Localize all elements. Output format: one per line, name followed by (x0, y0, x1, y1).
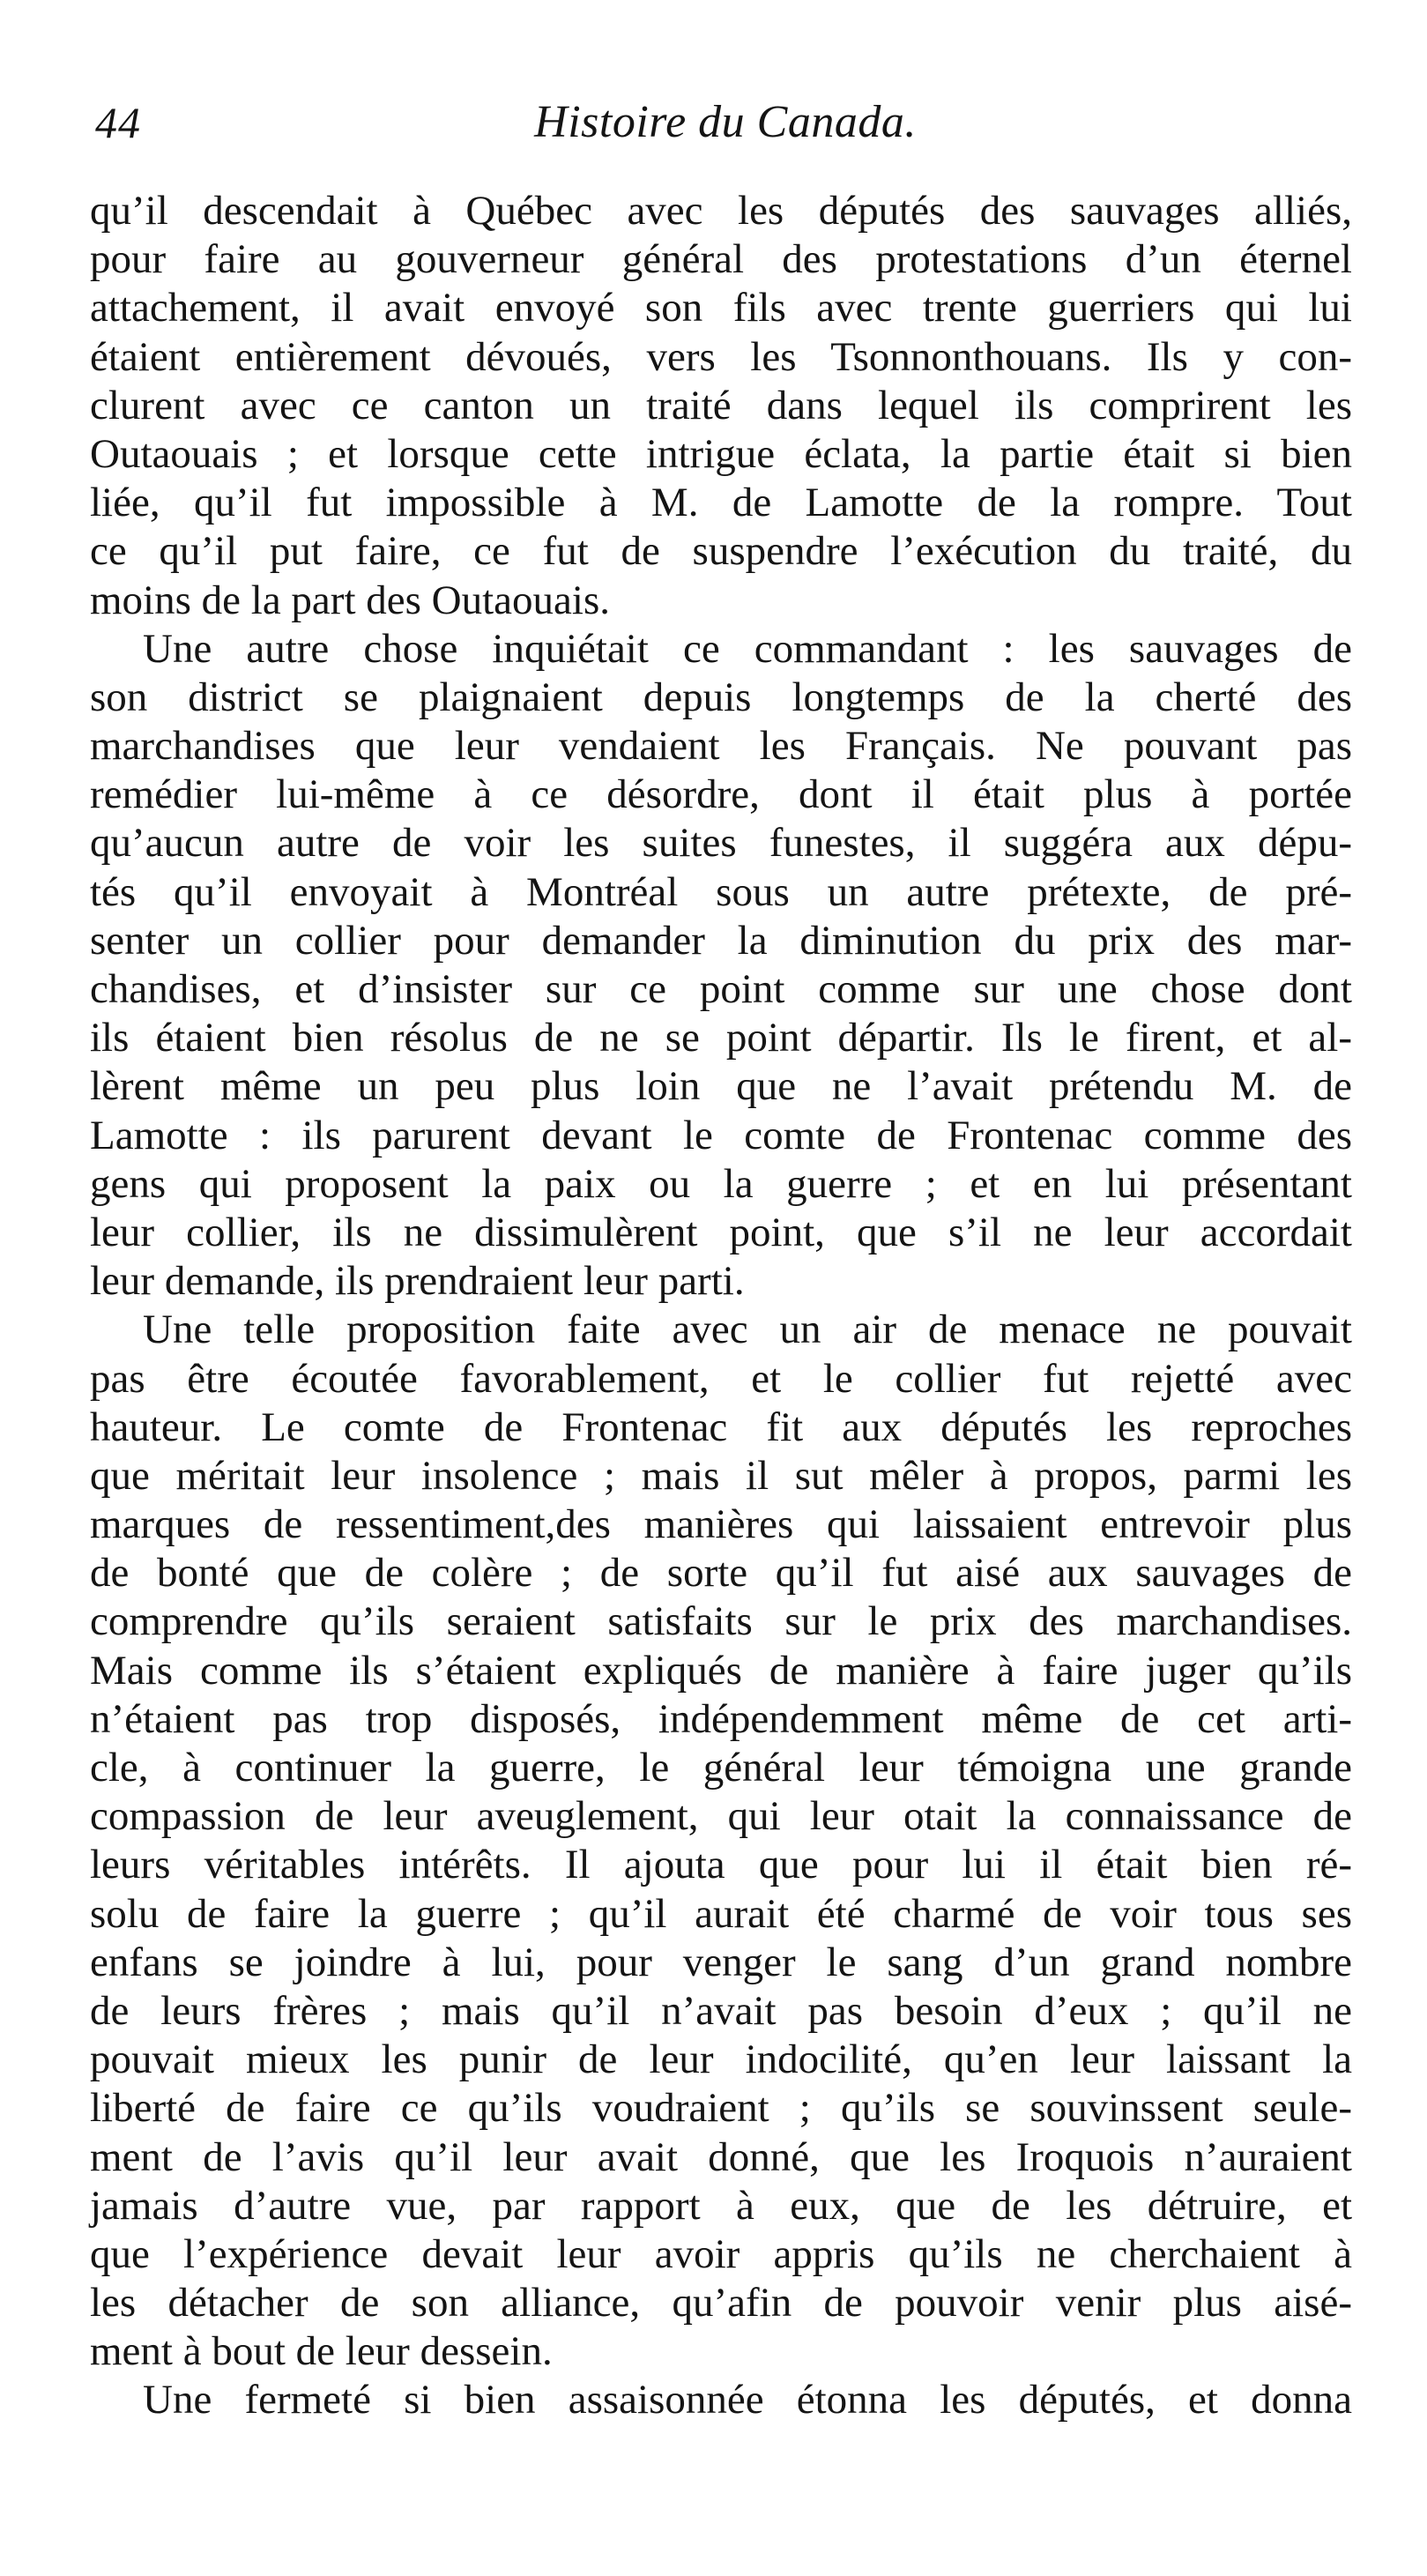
text-line: de bonté que de colère ; de sorte qu’il fut aisé aux sauvages de (90, 1550, 1352, 1597)
text-line: qu’aucun autre de voir les suites funestes, il suggéra aux dépu- (90, 820, 1352, 867)
text-line: les détacher de son alliance, qu’afin de pouvoir venir plus aisé- (90, 2280, 1352, 2327)
text-line: attachement, il avait envoyé son fils avec trente guerriers qui lui (90, 285, 1352, 331)
text-line: solu de faire la guerre ; qu’il aurait été charmé de voir tous ses (90, 1890, 1352, 1937)
text-line: pour faire au gouverneur général des protestations d’un éternel (90, 236, 1352, 283)
text-line: que méritait leur insolence ; mais il sut mêler à propos, parmi les (90, 1452, 1352, 1499)
text-line: de leurs frères ; mais qu’il n’avait pas besoin d’eux ; qu’il ne (90, 1987, 1352, 2034)
text-line: comprendre qu’ils seraient satisfaits sur le prix des marchandises. (90, 1598, 1352, 1645)
text-line: Une fermeté si bien assaisonnée étonna les députés, et donna (143, 2377, 1352, 2423)
text-line: chandises, et d’insister sur ce point comme sur une chose dont (90, 966, 1352, 1012)
text-line: liée, qu’il fut impossible à M. de Lamotte de la rompre. Tout (90, 480, 1352, 526)
text-line: marchandises que leur vendaient les Français. Ne pouvant pas (90, 723, 1352, 770)
text-line: ce qu’il put faire, ce fut de suspendre l’exécution du traité, du (90, 528, 1352, 575)
body-text (90, 187, 1352, 2425)
text-line: ment de l’avis qu’il leur avait donné, que les Iroquois n’auraient (90, 2133, 1352, 2180)
text-line: tés qu’il envoyait à Montréal sous un autre prétexte, de pré- (90, 868, 1352, 915)
text-line: lèrent même un peu plus loin que ne l’avait prétendu M. de (90, 1063, 1352, 1110)
text-line: marques de ressentiment,des manières qui laissaient entrevoir plus (90, 1501, 1352, 1548)
text-line: son district se plaignaient depuis longtemps de la cherté des (90, 674, 1352, 720)
text-line: Mais comme ils s’étaient expliqués de manière à faire juger qu’ils (90, 1647, 1352, 1694)
text-line: Lamotte : ils parurent devant le comte de Frontenac comme des (90, 1112, 1352, 1158)
text-line: pouvait mieux les punir de leur indocilité, qu’en leur laissant la (90, 2036, 1352, 2083)
text-line: leurs véritables intérêts. Il ajouta que pour lui il était bien ré- (90, 1842, 1352, 1888)
text-line: leur collier, ils ne dissimulèrent point, que s’il ne leur accordait (90, 1209, 1352, 1255)
running-head (95, 92, 1356, 153)
text-line: compassion de leur aveuglement, qui leur otait la connaissance de (90, 1793, 1352, 1840)
text-line: Outaouais ; et lorsque cette intrigue éclata, la partie était si bien (90, 430, 1352, 477)
text-line: ment à bout de leur dessein. (90, 2328, 553, 2375)
text-line: leur demande, ils prendraient leur parti. (90, 1258, 745, 1305)
text-line: que l’expérience devait leur avoir appris qu’ils ne cherchaient à (90, 2230, 1352, 2277)
text-line: senter un collier pour demander la diminution du prix des mar- (90, 917, 1352, 964)
text-line: Une autre chose inquiétait ce commandant : les sauvages de (143, 625, 1352, 672)
text-line: liberté de faire ce qu’ils voudraient ; qu’ils se souvinssent seule- (90, 2085, 1352, 2132)
text-line: qu’il descendait à Québec avec les députés des sauvages alliés, (90, 188, 1352, 234)
text-line: étaient entièrement dévoués, vers les Tsonnonthouans. Ils y con- (90, 333, 1352, 380)
text-line: clurent avec ce canton un traité dans lequel ils comprirent les (90, 382, 1352, 428)
text-line: remédier lui-même à ce désordre, dont il était plus à portée (90, 771, 1352, 818)
text-line: hauteur. Le comte de Frontenac fit aux députés les reproches (90, 1403, 1352, 1450)
text-line: enfans se joindre à lui, pour venger le sang d’un grand nombre (90, 1939, 1352, 1985)
text-line: n’étaient pas trop disposés, indépendemment même de cet arti- (90, 1695, 1352, 1742)
text-line: moins de la part des Outaouais. (90, 577, 610, 623)
text-line: Une telle proposition faite avec un air de menace ne pouvait (143, 1307, 1352, 1353)
text-line: pas être écoutée favorablement, et le collier fut rejetté avec (90, 1355, 1352, 1402)
text-line: cle, à continuer la guerre, le général leur témoigna une grande (90, 1745, 1352, 1791)
page-number: 44 (95, 98, 141, 147)
text-line: ils étaient bien résolus de ne se point départir. Ils le firent, et al- (90, 1015, 1352, 1061)
text-line: jamais d’autre vue, par rapport à eux, que de les détruire, et (90, 2182, 1352, 2229)
running-title: Histoire du Canada. (534, 97, 917, 147)
text-line: gens qui proposent la paix ou la guerre ; et en lui présentant (90, 1160, 1352, 1207)
